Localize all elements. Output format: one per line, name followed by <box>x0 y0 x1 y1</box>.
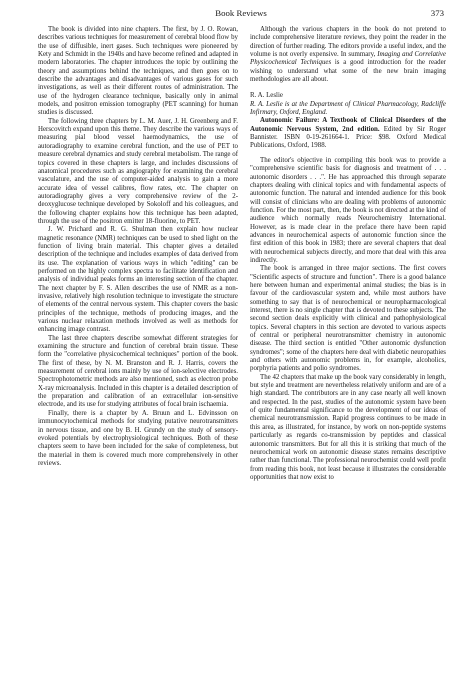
paragraph: The book is divided into nine chapters. The first, by J. O. Rowan, describes various techniques for measurement of cerebral blood flow by the use of diffusible, inert gases. Such techniques were pioneered by Kety and Schmidt in the 1940s and have become refined and adapted in modern laboratories. The chapter introduces the topic by outlining the theory and assumptions behind the techniques, and then goes on to describe the advantages and disadvantages of various gases for such investigations, as well as their different routes of administration. The use of the hydrogen clearance technique, basically only in animal models, and positron emission tomography (PET scanning) for human studies is discussed. <box>38 26 238 117</box>
paragraph: Finally, there is a chapter by A. Bruun and L. Edvinsson on immunocytochemical methods for studying putative neurotransmitters in nervous tissue, and one by B. H. Grundy on the study of sensory-evoked potentials by electrophysiological techniques. Both of these chapters seem to have been included for the sake of completeness, but the material in them is covered much more comprehensively in other reviews. <box>38 409 238 467</box>
reviewer-affiliation: R. A. Leslie is at the Department of Clinical Pharmacology, Radcliffe Infirmary, Oxford, England. <box>250 100 446 117</box>
review-citation: Edited by Sir Roger Bannister. ISBN 0-19-261664-1. Price: $98. Oxford Medical Publications, Oxford, 1988. <box>250 125 446 150</box>
book-title-italic: Imaging and Correlative Physicochemical Techniques <box>250 51 446 67</box>
paragraph: The last three chapters describe somewhat different strategies for examining the structure and function of cerebral brain tissue. These form the "correlative physicochemical techniques" portion of the book. The first of these, by N. M. Branston and R. J. Harris, covers the measurement of cerebral ions mainly by use of ion-selective electrodes. Spectrophotometric methods are also mentioned, such as electron probe X-ray microanalysis. Included in this chapter is a detailed description of the preparation and calibration of an extracellular ion-sensitive electrode, and its use for studying attributes of focal brain ischaemia. <box>38 334 238 409</box>
running-header <box>38 8 444 22</box>
review-heading <box>250 117 446 150</box>
paragraph: J. W. Prichard and R. G. Shulman then explain how nuclear magnetic resonance (NMR) techniques can be used to shed light on the function of living brain material. This chapter gives a detailed description of the technique and includes examples of data derived from its use. The explanation of various ways in which "editing" can be performed on the highly complex spectra to facilitate identification and analysis of individual peaks forms an interesting section of the chapter. The next chapter by F. S. Allen describes the use of NMR as a non-invasive, relatively high resolution technique to investigate the structure of elements of the central nervous system. This chapter covers the basic principles of the technique, methods of producing images, and the various nuclear relaxation methods involved as well as methods for enhancing image contrast. <box>38 226 238 334</box>
paragraph: The editor's objective in compiling this book was to provide a "comprehensive scientific basis for diagnosis and treatment of . . . autonomic disorders . . .". He has approached this through separate chapters dealing with clinical topics and with fundamental aspects of autonomic function. The natural and intended audience for this book will consist of clinicians who are dealing with problems of autonomic function. For the most part, then, the book is not directed at the kind of audience which normally reads Neurochemistry International. However, as is made clear in the preface there have been rapid advances in neurochemical aspects of autonomic function since the first edition of this book in 1983; there are several chapters that deal with neurochemical subjects directly, and more that deal with this area indirectly. <box>250 156 446 264</box>
intro-paragraph <box>250 26 446 84</box>
right-column <box>250 26 446 482</box>
paragraph: The following three chapters by L. M. Auer, J. H. Greenberg and F. Herscovitch expand upon this theme. They describe the various ways of measuring pial blood vessel haemodynamics, the use of autoradiography to examine cerebral function, and the use of PET to measure cerebral dynamics and study cerebral metabolism. The range of topics covered in these chapters is large, and includes discussions of anatomical procedures such as angiography for examining the cerebral vasculature, and the use of computer-aided analysis to gain a more accurate idea of vessel calibres, flow rates, etc. The chapter on autoradiography gives a very comprehensive review of the 2-deoxyglucose technique developed by Sokoloff and his colleagues, and the following chapter explains how this technique has been adapted, through the use of the positron emitter 18-fluorine, to PET. <box>38 117 238 225</box>
review-book-title: Autonomic Failure: A Textbook of Clinical Disorders of the Autonomic Nervous System, 2nd edition. <box>250 117 446 133</box>
intro-tail: is a good introduction for the reader wishing to understand what some of the new brain imaging methodologies are all about. <box>250 59 446 84</box>
intro-text: Although the various chapters in the book do not pretend to include comprehensive literature reviews, they point the reader in the direction of further reading. The editors provide a useful index, and the volume is not overly expensive. In summary, <box>250 26 446 59</box>
running-title: Book Reviews <box>215 8 267 18</box>
paragraph: The 42 chapters that make up the book vary considerably in length, but style and treatment are nevertheless relatively uniform and are of a high standard. The contributors are in any case nearly all well known and respected. In the past, studies of the autonomic system have been of quite fundamental significance to the development of our ideas of chemical neurotransmission. Rapid progress continues to be made in this area, as illustrated, for instance, by work on non-peptide systems particularly as regards co-transmission by peptides and classical autonomic transmitters. But for all this it is striking that much of the neurochemical work on autonomic disease states remains descriptive rather than functional. The professional neurochemist could well profit from reading this book, not least because it illustrates the considerable opportunities that now exist to <box>250 373 446 481</box>
reviewer-signature <box>250 92 446 117</box>
page-number: 373 <box>430 8 444 18</box>
left-column <box>38 26 238 468</box>
reviewer-name: R. A. Leslie <box>250 92 283 100</box>
paragraph: The book is arranged in three major sections. The first covers "Scientific aspects of structure and function". There is a good balance here between human and experimental animal studies; the bias is in favour of the cardiovascular system and, while most authors have something to say that is of neurochemical or neuropharmacological interest, there is no single chapter that is devoted to these subjects. The second section deals explicitly with clinical and pathophysiological topics. Several chapters in this section are devoted to various aspects of central or peripheral neurotransmitter chemistry in autonomic disease. The third section is entitled "Other autonomic dysfunction syndromes"; some of the chapters here deal with diabetic neuropathies and others with autonomic problems in, for example, alcoholics, porphyria patients and polio syndromes. <box>250 265 446 373</box>
